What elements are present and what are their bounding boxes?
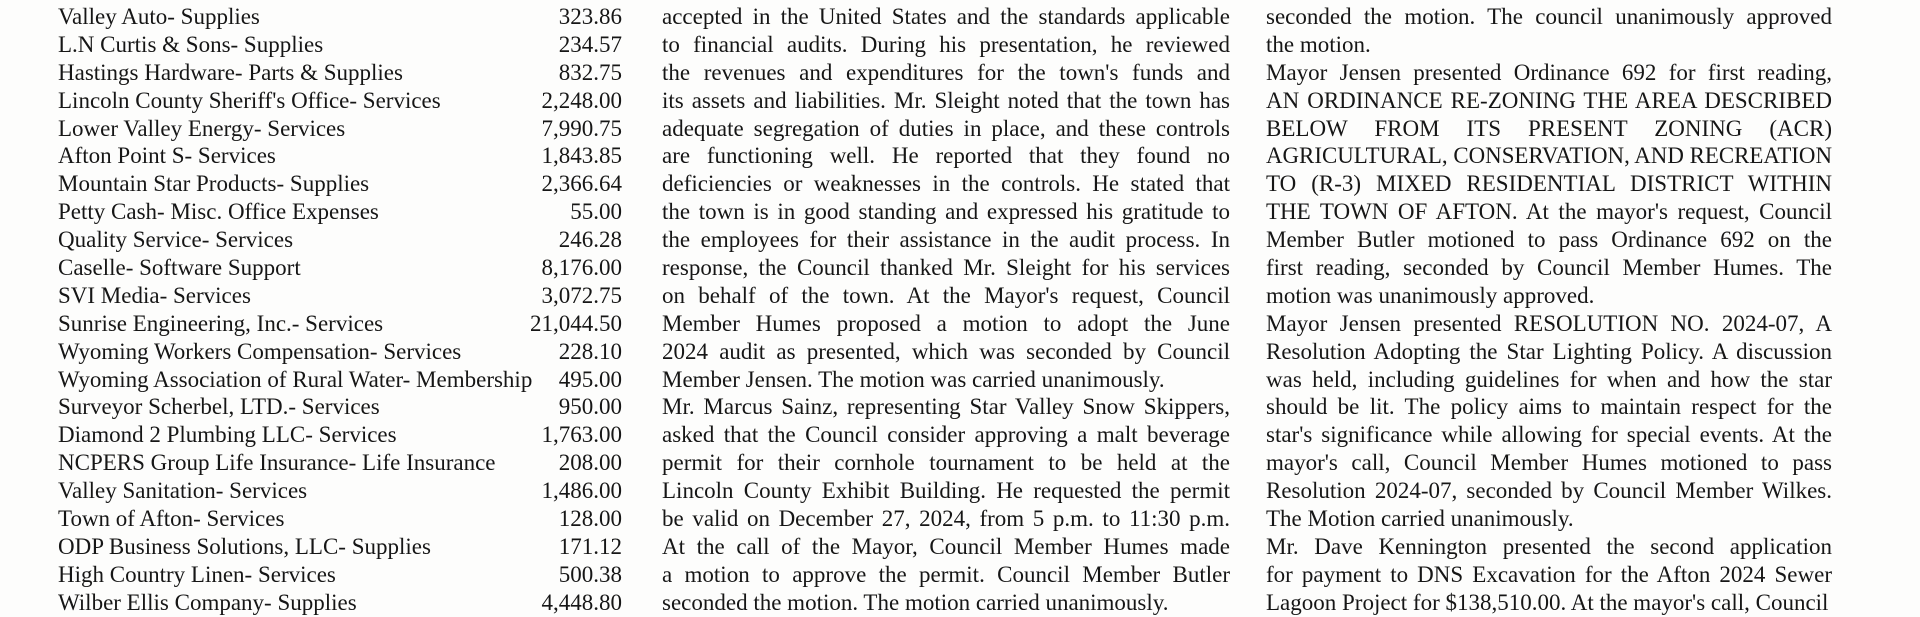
payable-label: Diamond 2 Plumbing LLC- Services — [58, 422, 397, 448]
payable-row — [58, 449, 622, 477]
payable-row — [58, 31, 622, 59]
payable-row — [58, 142, 622, 170]
paragraph — [1266, 533, 1832, 617]
paragraph — [1266, 59, 1832, 310]
payable-amount: 1,486.00 — [541, 478, 622, 504]
payable-label: Town of Afton- Services — [58, 506, 285, 532]
payable-row — [58, 170, 622, 198]
payable-row — [58, 310, 622, 338]
text-line: The Motion carried unanimously. — [1266, 506, 1574, 532]
text-line: the motion. — [1266, 31, 1371, 57]
payable-label: High Country Linen- Services — [58, 561, 336, 587]
text-line: AGRICULTURAL, CONSERVATION, AND RECREATION — [1266, 143, 1832, 169]
payable-label: Caselle- Software Support — [58, 255, 301, 281]
payable-amount: 234.57 — [558, 31, 622, 57]
payable-label: Wilber Ellis Company- Supplies — [58, 589, 357, 615]
payable-row — [58, 87, 622, 115]
payable-row — [58, 198, 622, 226]
payable-label: Valley Auto- Supplies — [58, 4, 260, 29]
payable-label: Mountain Star Products- Supplies — [58, 171, 370, 197]
text-line: its assets and liabilities. Mr. Sleight noted that the town has — [662, 87, 1230, 113]
text-line: a motion to approve the permit. Council Member Butler — [662, 561, 1230, 587]
payable-amount: 128.00 — [558, 506, 622, 532]
payable-row — [58, 3, 622, 31]
text-line: THE TOWN OF AFTON. At the mayor's request, Council — [1266, 199, 1832, 225]
text-line: accepted in the United States and the standards applicable — [662, 4, 1230, 29]
text-line: motion was unanimously approved. — [1266, 282, 1595, 308]
payable-amount: 1,843.85 — [541, 143, 622, 169]
text-line: Mayor Jensen presented RESOLUTION NO. 2024-07, A — [1266, 310, 1832, 336]
text-line: seconded the motion. The council unanimously approved — [1266, 4, 1832, 29]
text-line: the town is in good standing and expressed his gratitude to — [662, 199, 1230, 225]
paragraph — [1266, 3, 1832, 59]
payable-row — [58, 589, 622, 617]
payable-row — [58, 533, 622, 561]
text-line: AN ORDINANCE RE-ZONING THE AREA DESCRIBED — [1266, 87, 1832, 113]
text-line: permit for their cornhole tournament to be held at the — [662, 450, 1230, 476]
minutes-column-2 — [662, 3, 1230, 617]
payable-row — [58, 115, 622, 143]
payable-row — [58, 338, 622, 366]
text-line: Mayor Jensen presented Ordinance 692 for first reading, — [1266, 59, 1832, 85]
text-line: are functioning well. He reported that they found no — [662, 143, 1230, 169]
payable-label: Valley Sanitation- Services — [58, 478, 308, 504]
text-line: 2024 audit as presented, which was seconded by Council — [662, 338, 1230, 364]
payable-amount: 8,176.00 — [541, 255, 622, 281]
payable-row — [58, 226, 622, 254]
text-line: Member Humes proposed a motion to adopt the June — [662, 310, 1230, 336]
text-line: first reading, seconded by Council Member Humes. The — [1266, 255, 1832, 281]
payable-amount: 246.28 — [558, 227, 622, 253]
payable-label: Surveyor Scherbel, LTD.- Services — [58, 394, 380, 420]
paragraph — [1266, 310, 1832, 533]
payable-label: NCPERS Group Life Insurance- Life Insurance — [58, 450, 496, 476]
payable-row — [58, 59, 622, 87]
payable-amount: 2,248.00 — [541, 87, 622, 113]
payable-row — [58, 366, 622, 394]
payable-label: Petty Cash- Misc. Office Expenses — [58, 199, 379, 225]
payable-label: SVI Media- Services — [58, 282, 251, 308]
text-line: At the call of the Mayor, Council Member Humes made — [662, 533, 1230, 559]
payable-label: Wyoming Workers Compensation- Services — [58, 338, 462, 364]
text-line: be valid on December 27, 2024, from 5 p.m. to 11:30 p.m. — [662, 506, 1230, 532]
payable-amount: 208.00 — [558, 450, 622, 476]
payable-label: Hastings Hardware- Parts & Supplies — [58, 59, 403, 85]
payable-row — [58, 254, 622, 282]
payable-row — [58, 561, 622, 589]
text-line: response, the Council thanked Mr. Sleight for his services — [662, 255, 1230, 281]
text-line: Mr. Dave Kennington presented the second application — [1266, 533, 1832, 559]
text-line: deficiencies or weaknesses in the controls. He stated that — [662, 171, 1230, 197]
payable-label: Quality Service- Services — [58, 227, 294, 253]
text-line: for payment to DNS Excavation for the Afton 2024 Sewer — [1266, 561, 1832, 587]
payable-amount: 1,763.00 — [541, 422, 622, 448]
payable-amount: 171.12 — [558, 533, 622, 559]
payable-label: Sunrise Engineering, Inc.- Services — [58, 310, 384, 336]
text-line: Mr. Marcus Sainz, representing Star Valley Snow Skippers, — [662, 394, 1230, 420]
payable-amount: 7,990.75 — [541, 115, 622, 141]
text-line: Member Jensen. The motion was carried unanimously. — [662, 366, 1165, 392]
payables-list — [58, 3, 622, 617]
payable-label: Afton Point S- Services — [58, 143, 276, 169]
payable-row — [58, 421, 622, 449]
payable-amount: 228.10 — [558, 338, 622, 364]
text-line: Resolution 2024-07, seconded by Council Member Wilkes. — [1266, 478, 1832, 504]
text-line: seconded the motion. The motion carried unanimously. — [662, 589, 1169, 615]
payable-amount: 500.38 — [558, 561, 622, 587]
payable-row — [58, 282, 622, 310]
text-line: Lincoln County Exhibit Building. He requested the permit — [662, 478, 1230, 504]
minutes-column-3 — [1266, 3, 1832, 617]
payable-row — [58, 477, 622, 505]
payable-amount: 4,448.80 — [541, 589, 622, 615]
paragraph — [662, 3, 1230, 393]
text-line: Lagoon Project for $138,510.00. At the mayor's call, Council — [1266, 589, 1829, 615]
payable-label: L.N Curtis & Sons- Supplies — [58, 31, 324, 57]
payable-label: Lincoln County Sheriff's Office- Services — [58, 87, 441, 113]
payable-amount: 3,072.75 — [541, 282, 622, 308]
text-line: adequate segregation of duties in place, and these controls — [662, 115, 1230, 141]
payable-label: Lower Valley Energy- Services — [58, 115, 346, 141]
payable-row — [58, 505, 622, 533]
payable-amount: 55.00 — [570, 199, 622, 225]
text-line: Resolution Adopting the Star Lighting Policy. A discussion — [1266, 338, 1832, 364]
text-line: star's significance while allowing for special events. At the — [1266, 422, 1832, 448]
payable-amount: 950.00 — [558, 394, 622, 420]
payable-row — [58, 393, 622, 421]
payable-amount: 21,044.50 — [530, 310, 622, 336]
text-line: BELOW FROM ITS PRESENT ZONING (ACR) — [1266, 115, 1832, 141]
text-line: to financial audits. During his presentation, he reviewed — [662, 31, 1230, 57]
paragraph — [662, 393, 1230, 616]
text-line: Member Butler motioned to pass Ordinance 692 on the — [1266, 227, 1832, 253]
payable-label: Wyoming Association of Rural Water- Membership — [58, 366, 533, 392]
payable-amount: 323.86 — [558, 4, 622, 29]
payable-label: ODP Business Solutions, LLC- Supplies — [58, 533, 431, 559]
payable-amount: 495.00 — [558, 366, 622, 392]
payable-amount: 2,366.64 — [541, 171, 622, 197]
text-line: was held, including guidelines for when and how the star — [1266, 366, 1832, 392]
text-line: the revenues and expenditures for the town's funds and — [662, 59, 1230, 85]
payable-amount: 832.75 — [558, 59, 622, 85]
text-line: should be lit. The policy aims to maintain respect for the — [1266, 394, 1832, 420]
text-line: on behalf of the town. At the Mayor's request, Council — [662, 282, 1230, 308]
text-line: TO (R-3) MIXED RESIDENTIAL DISTRICT WITHIN — [1266, 171, 1832, 197]
text-line: asked that the Council consider approving a malt beverage — [662, 422, 1230, 448]
text-line: the employees for their assistance in the audit process. In — [662, 227, 1230, 253]
text-line: mayor's call, Council Member Humes motioned to pass — [1266, 450, 1832, 476]
